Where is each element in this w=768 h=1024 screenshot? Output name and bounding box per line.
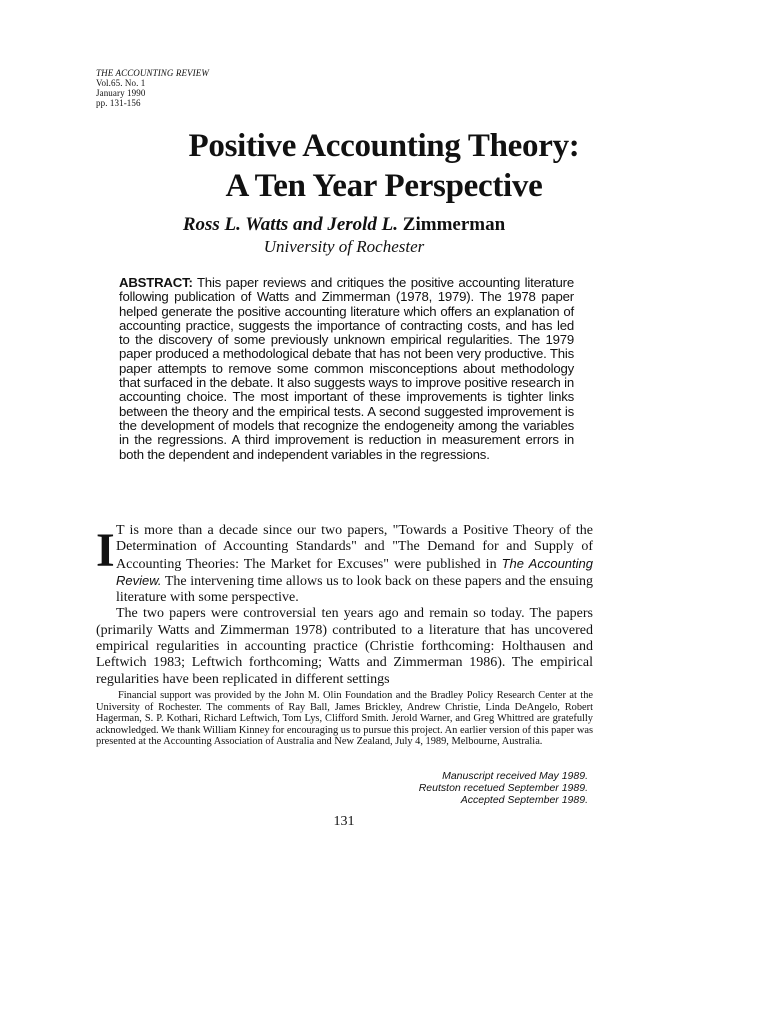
manuscript-dates (360, 770, 588, 806)
journal-title: THE ACCOUNTING REVIEW (96, 68, 209, 78)
affiliation: University of Rochester (263, 237, 425, 256)
date-revised: Reutston recetued September 1989. (418, 782, 588, 794)
body-text (96, 523, 593, 688)
page-number: 131 (333, 814, 355, 829)
journal-volume: Vol.65. No. 1 (96, 78, 146, 88)
author-watts: Ross L. Watts (182, 214, 289, 235)
title-line-2: A Ten Year Perspective (225, 168, 543, 204)
paragraph-1-text: T is more than a decade since our two papers, "Towards a Positive Theory of the Determination of Accounting Standards" and "The Demand for and Supply of Accounting Theories: The Market for Excuses" were published in (116, 523, 593, 572)
author-zimmerman-first: Jerold L. (327, 214, 399, 235)
title-line-1: Positive Accounting Theory: (188, 128, 580, 164)
author-zimmerman-last: Zimmerman (402, 214, 506, 235)
paragraph-1-journal: The Accounting Review. (116, 555, 593, 588)
author-connector: and (293, 214, 323, 235)
journal-date: January 1990 (96, 88, 146, 98)
paragraph-1 (96, 523, 593, 606)
date-accepted: Accepted September 1989. (460, 794, 588, 806)
journal-pages: pp. 131-156 (96, 98, 141, 108)
journal-header (96, 68, 296, 108)
abstract-text: This paper reviews and critiques the positive accounting literature following publication of Watts and Zimmerman (1978, 1979). The 1978 paper helped generate the positive accounting literature which offers an explanation of accounting practice, suggests the importance of contracting costs, and has led to the discovery of some previously unknown empirical regularities. The 1979 paper produced a methodological debate that has not been very productive. This paper attempts to remove some common misconceptions about methodology that surfaced in the debate. It also suggests ways to improve positive research in accounting choice. The most important of these improvements is tighter links between the theory and the empirical tests. A second suggested improvement is the development of models that recognize the endogeneity among the variables in the regressions. A third improvement is reduction in measurement errors in both the dependent and independent variables in the regressions. (119, 275, 574, 462)
drop-cap: I (96, 524, 115, 577)
author-line (0, 214, 688, 236)
footnote: Financial support was provided by the John M. Olin Foundation and the Bradley Policy Research Center at the University of Rochester. The comments of Ray Ball, James Brickley, Andrew Christie, Linda DeAngelo, Robert Hagerman, S. P. Kothari, Richard Leftwich, Tom Lys, Clifford Smith. Jerold Warner, and Greg Whittred are gratefully acknowledged. We thank William Kinney for encouraging us to pursue this project. An earlier version of this paper was presented at the Accounting Association of Australia and New Zealand, July 4, 1989, Melbourne, Australia. (96, 690, 593, 748)
abstract-label: ABSTRACT: (119, 275, 193, 290)
paragraph-1-rest: The intervening time allows us to look back on these papers and the ensuing literature with some perspective. (116, 573, 594, 606)
paragraph-2: The two papers were controversial ten years ago and remain so today. The papers (primarily Watts and Zimmerman 1978) contributed to a literature that has uncovered empirical regularities in accounting practice (Christie forthcoming: Holthausen and Leftwich 1983; Leftwich forthcoming; Watts and Zimmerman 1986). The empirical regularities have been replicated in different settings (96, 606, 593, 687)
abstract (119, 276, 574, 462)
date-received: Manuscript received May 1989. (442, 770, 588, 782)
article-title (0, 126, 768, 206)
